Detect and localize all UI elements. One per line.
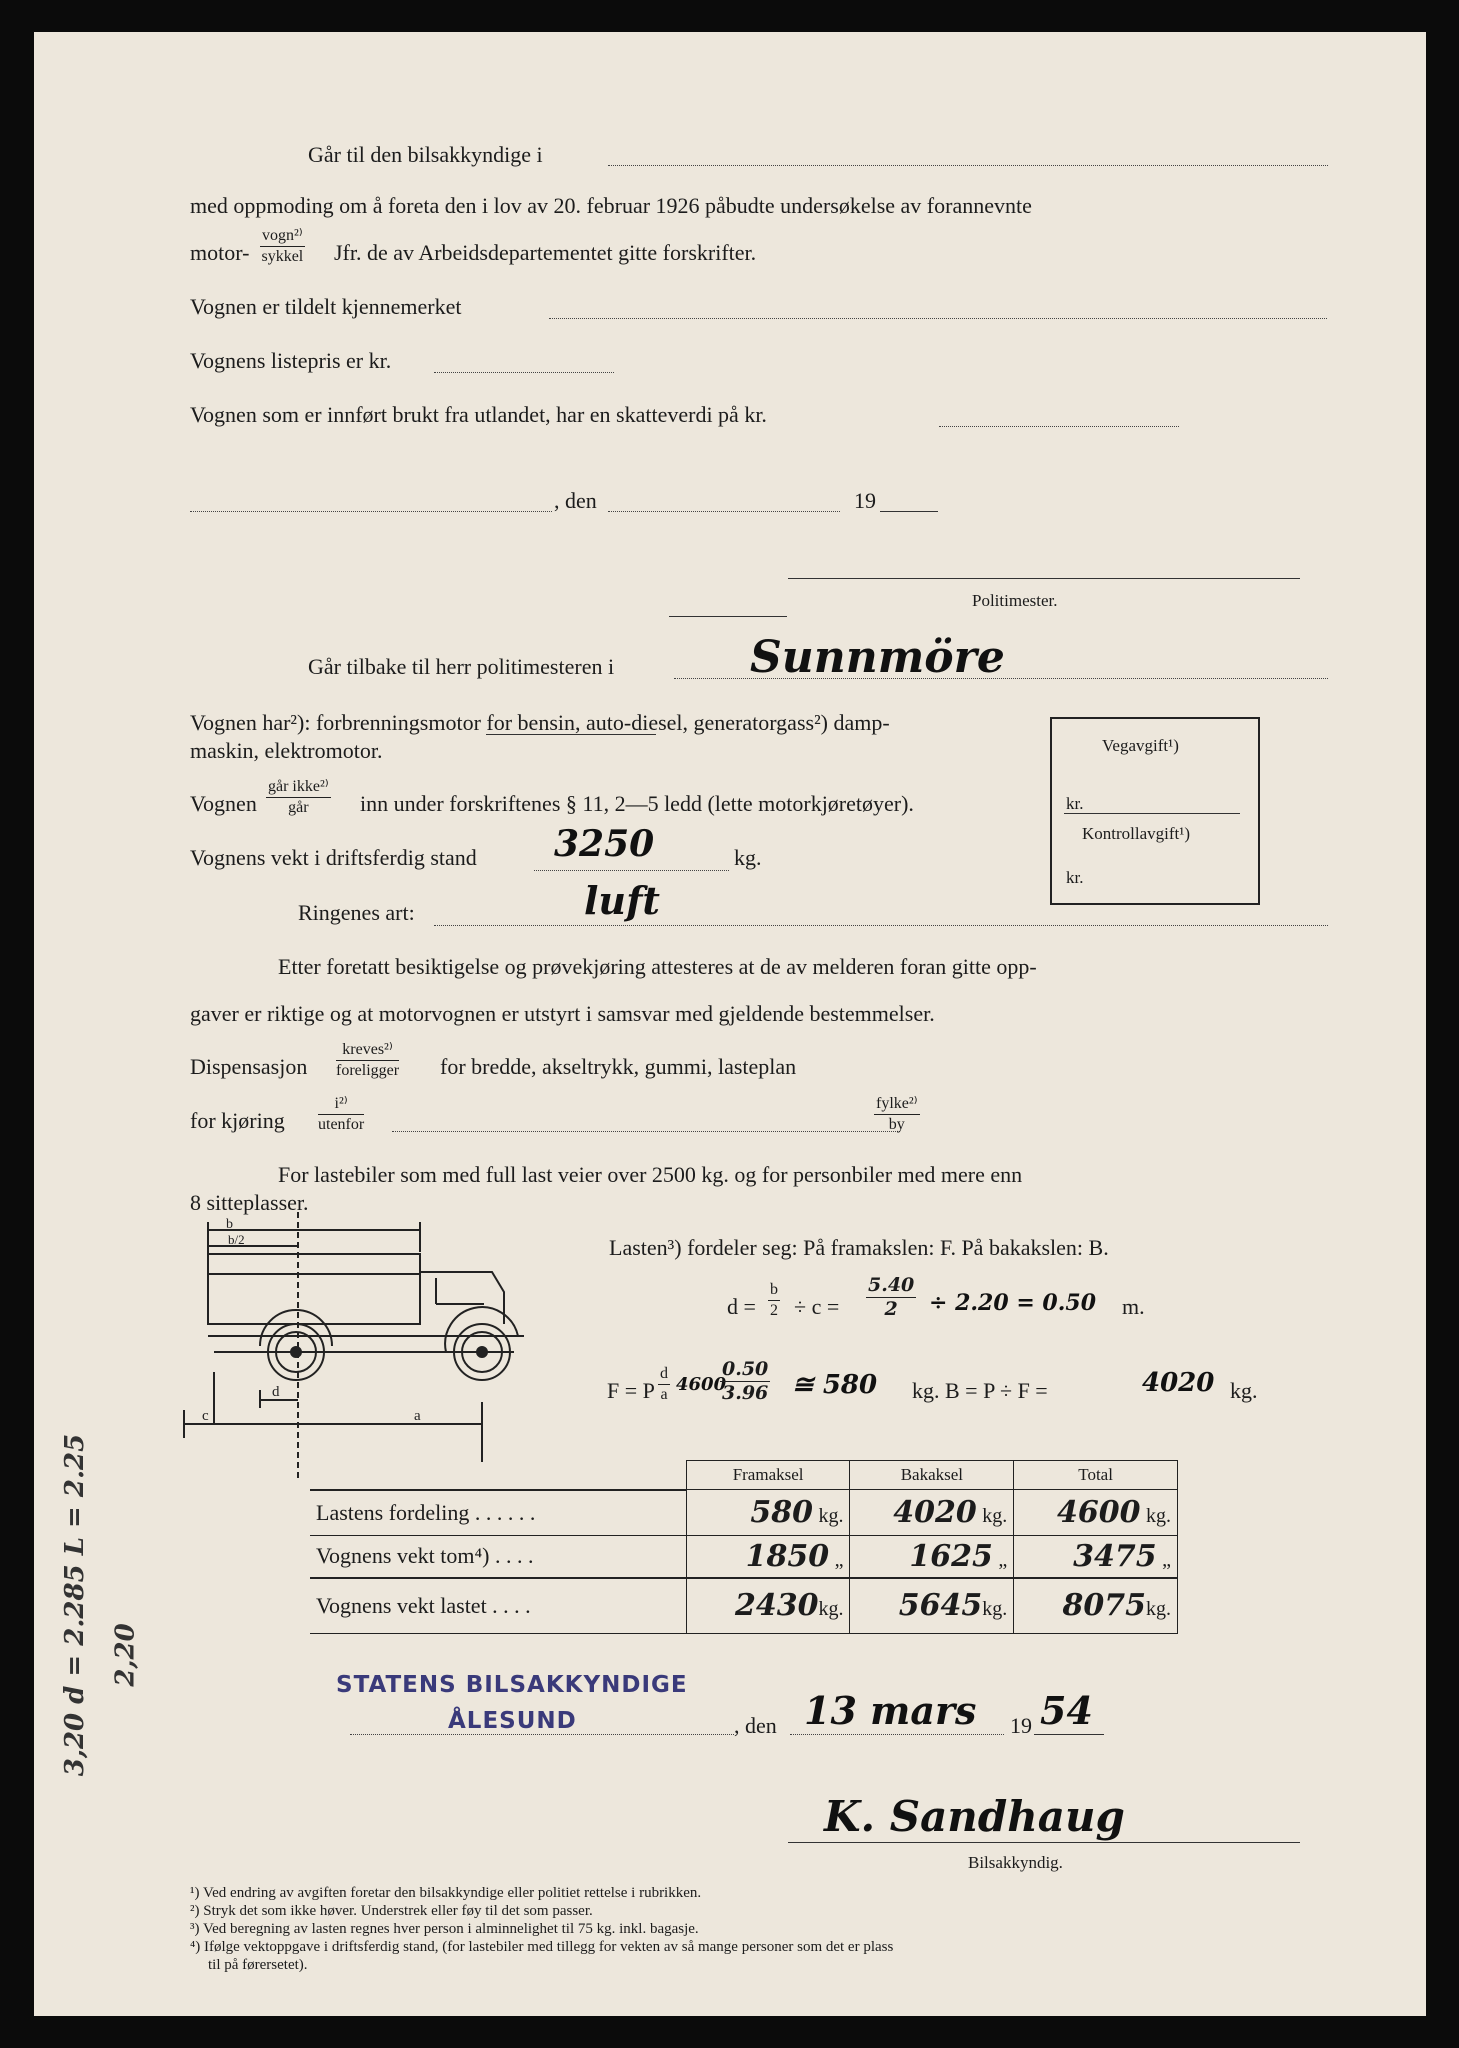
- politimester-label: Politimester.: [972, 591, 1058, 610]
- footnote-4: ⁴) Ifølge vektoppgave i driftsferdig stand, (for lastebiler med tillegg for vekten av så mange personer som det er plass: [190, 1939, 894, 1955]
- attest-line-2: gaver er riktige og at motorvognen er utstyrt i samsvar med gjeldende bestemmelser.: [190, 1001, 935, 1026]
- d-handwritten-rest: ÷ 2.20 = 0.50: [929, 1290, 1097, 1316]
- header-total: Total: [1014, 1461, 1178, 1490]
- document-page: [34, 32, 1426, 2016]
- header-bakaksel: Bakaksel: [850, 1461, 1014, 1490]
- frac-top: b: [768, 1282, 780, 1301]
- driving-fraction: [318, 1096, 364, 1133]
- gaar-fraction: [266, 779, 331, 816]
- tires-line: [434, 925, 1328, 926]
- margin-note-1: 3,20 d = 2.285 L = 2.25: [60, 1433, 91, 1777]
- fylke-fraction: [874, 1096, 920, 1133]
- margin-note-2: 2,20: [110, 1623, 141, 1687]
- tires-label: Ringenes art:: [298, 900, 415, 925]
- d-formula-mid: ÷ c =: [794, 1294, 840, 1319]
- f-handwritten-fraction: [720, 1360, 770, 1403]
- header-framaksel: Framaksel: [686, 1461, 850, 1490]
- frac-bottom: 3.96: [722, 1382, 769, 1404]
- weight-line: [534, 870, 729, 871]
- inspector-title: Bilsakkyndig.: [968, 1853, 1063, 1872]
- vegavgift-kr: kr.: [1066, 794, 1084, 813]
- table-row: Lastens fordeling . . . . . . 580 kg. 4020 kg. 4600 kg.: [310, 1490, 1178, 1536]
- b-half-fraction: [768, 1282, 780, 1319]
- inspector-signature: K. Sandhaug: [824, 1792, 1125, 1841]
- inspector-signature-line: [788, 1842, 1300, 1843]
- footnote-4-cont: til på førersetet).: [208, 1957, 308, 1973]
- table-row: Vognens vekt lastet . . . . 2430kg. 5645kg. 8075kg.: [310, 1578, 1178, 1634]
- footnote-1: ¹) Ved endring av avgiften foretar den bilsakkyndige eller politiet rettelse i rubrikken.: [190, 1885, 702, 1901]
- dispensation-fraction: [336, 1042, 399, 1079]
- f-formula-prefix: F = P: [607, 1378, 655, 1403]
- fee-box: [1050, 717, 1260, 905]
- weight-unit: kg.: [734, 845, 762, 870]
- load-intro: Lasten³) fordeler seg: På framakslen: F. På bakakslen: B.: [609, 1235, 1109, 1260]
- cell-value: 4600: [1057, 1495, 1141, 1530]
- date-handwritten: 13 mars: [804, 1688, 977, 1733]
- place-line-bottom: [350, 1734, 734, 1735]
- frac-bottom: foreligger: [336, 1062, 400, 1079]
- cell-value: 1850: [745, 1538, 830, 1574]
- goes-to-line: [608, 165, 1328, 166]
- driving-line: [392, 1131, 900, 1132]
- frac-top: vogn²⁾: [260, 228, 305, 247]
- cell-value: 2430: [734, 1588, 819, 1624]
- footnote-2: ²) Stryk det som ikke høver. Understrek eller føy til det som passer.: [190, 1903, 593, 1919]
- frac-bottom: by: [888, 1116, 905, 1133]
- diagram-label-d: d: [272, 1384, 280, 1400]
- date-line-bottom: [790, 1734, 1004, 1735]
- frac-bottom: 2: [884, 1298, 898, 1320]
- row-label: Vognens vekt tom⁴) . . . .: [310, 1536, 686, 1578]
- tires-value: luft: [584, 878, 660, 923]
- import-value-line: [939, 426, 1179, 427]
- engine-line-1: Vognen har²): forbrenningsmotor for bensin, auto-diesel, generatorgass²) damp-: [190, 710, 890, 735]
- frac-bottom: sykkel: [261, 248, 304, 265]
- frac-top: fylke²⁾: [874, 1096, 920, 1115]
- list-price-line: [434, 372, 614, 373]
- dispensation-label: Dispensasjon: [190, 1054, 308, 1079]
- frac-bottom: utenfor: [318, 1116, 365, 1133]
- diagram-label-c: c: [202, 1408, 209, 1424]
- frac-top: 0.50: [722, 1358, 769, 1380]
- row-label: Lastens fordeling . . . . . .: [310, 1490, 686, 1536]
- goes-back-label: Går tilbake til herr politimesteren i: [308, 654, 615, 679]
- table-row: Vognens vekt tom⁴) . . . . 1850 „ 1625 „ 3475 „: [310, 1536, 1178, 1578]
- weight-value: 3250: [554, 823, 655, 865]
- request-line-2: Jfr. de av Arbeidsdepartementet gitte forskrifter.: [334, 240, 757, 265]
- cell-value: 4020: [893, 1495, 977, 1530]
- list-price-label: Vognens listepris er kr.: [190, 348, 392, 373]
- frac-bottom: går: [288, 799, 309, 816]
- den-label: , den: [554, 488, 597, 513]
- request-line-1: med oppmoding om å foreta den i lov av 20. februar 1926 påbudte undersøkelse av forannevnte: [190, 193, 1032, 218]
- kontrollavgift-kr: kr.: [1066, 868, 1084, 887]
- registration-label: Vognen er tildelt kjennemerket: [190, 294, 462, 319]
- frac-top: kreves²⁾: [336, 1042, 399, 1061]
- footnote-3: ³) Ved beregning av lasten regnes hver person i alminnelighet til 75 kg. inkl. bagasje.: [190, 1921, 699, 1937]
- year-line-bottom: [1034, 1734, 1104, 1735]
- f-handwritten-p: 4600: [676, 1374, 727, 1395]
- year-prefix: 19: [854, 488, 876, 513]
- d-handwritten-fraction: [866, 1276, 916, 1319]
- import-value-label: Vognen som er innført brukt fra utlandet, har en skatteverdi på kr.: [190, 402, 767, 427]
- diagram-label-b-half: b/2: [228, 1232, 245, 1247]
- attest-line-1: Etter foretatt besiktigelse og prøvekjøring attesteres at de av melderen foran gitte opp-: [278, 954, 1037, 979]
- district-handwritten: Sunnmöre: [750, 632, 1005, 683]
- year-line: [880, 511, 938, 512]
- year-prefix-bottom: 19: [1010, 1713, 1032, 1738]
- politimester-signature-line: [788, 578, 1300, 579]
- frac-top: 5.40: [868, 1274, 915, 1296]
- cell-value: 8075: [1062, 1588, 1146, 1624]
- den-bottom-label: , den: [734, 1713, 777, 1738]
- vegavgift-label: Vegavgift¹): [1102, 736, 1179, 755]
- cell-value: 5645: [898, 1588, 983, 1624]
- dispensation-rest: for bredde, akseltrykk, gummi, lasteplan: [440, 1054, 797, 1079]
- frac-top: går ikke²⁾: [266, 779, 331, 798]
- frac-top: d: [658, 1366, 670, 1385]
- frac-top: i²⁾: [318, 1096, 364, 1115]
- b-handwritten-result: 4020: [1142, 1368, 1215, 1398]
- vognen-label: Vognen: [190, 791, 257, 816]
- vogn-sykkel-fraction: [260, 228, 305, 265]
- light-vehicle-rule: inn under forskriftenes § 11, 2—5 ledd (lette motorkjøretøyer).: [360, 791, 914, 816]
- cell-value: 3475: [1073, 1538, 1157, 1574]
- engine-line-2: maskin, elektromotor.: [190, 738, 383, 763]
- bensin-underline: [486, 734, 656, 735]
- f-handwritten-result: ≅ 580: [792, 1370, 878, 1400]
- d-over-a-fraction: [658, 1366, 670, 1403]
- registration-line: [549, 318, 1327, 319]
- district-line: [674, 678, 1328, 679]
- date-line: [608, 511, 840, 512]
- trucks-line-1: For lastebiler som med full last veier over 2500 kg. og for personbiler med mere enn: [278, 1162, 1023, 1187]
- vegavgift-line: [1064, 813, 1240, 814]
- diagram-label-a: a: [414, 1408, 421, 1424]
- divider: [669, 616, 787, 617]
- weight-label: Vognens vekt i driftsferdig stand: [190, 845, 477, 870]
- cell-value: 580: [750, 1495, 813, 1530]
- stamp-line-1: STATENS BILSAKKYNDIGE: [336, 1672, 688, 1698]
- d-unit: m.: [1122, 1294, 1145, 1319]
- b-unit: kg.: [1230, 1378, 1258, 1403]
- year-handwritten: 54: [1040, 1688, 1093, 1733]
- cell-value: 1625: [909, 1538, 993, 1574]
- driving-label: for kjøring: [190, 1108, 285, 1133]
- kontrollavgift-label: Kontrollavgift¹): [1082, 824, 1191, 843]
- motor-prefix: motor-: [190, 240, 250, 265]
- d-formula-prefix: d =: [727, 1294, 756, 1319]
- goes-to-label: Går til den bilsakkyndige i: [308, 142, 543, 167]
- diagram-label-b: b: [226, 1217, 233, 1232]
- load-table: [310, 1460, 1178, 1634]
- frac-bottom: a: [660, 1386, 668, 1403]
- stamp-line-2: ÅLESUND: [448, 1708, 577, 1734]
- b-formula: kg. B = P ÷ F =: [912, 1378, 1048, 1403]
- place-line: [190, 511, 552, 512]
- trucks-line-2: 8 sitteplasser.: [190, 1190, 309, 1215]
- truck-diagram: [174, 1212, 614, 1482]
- row-label: Vognens vekt lastet . . . .: [310, 1578, 686, 1634]
- frac-bottom: 2: [770, 1302, 778, 1319]
